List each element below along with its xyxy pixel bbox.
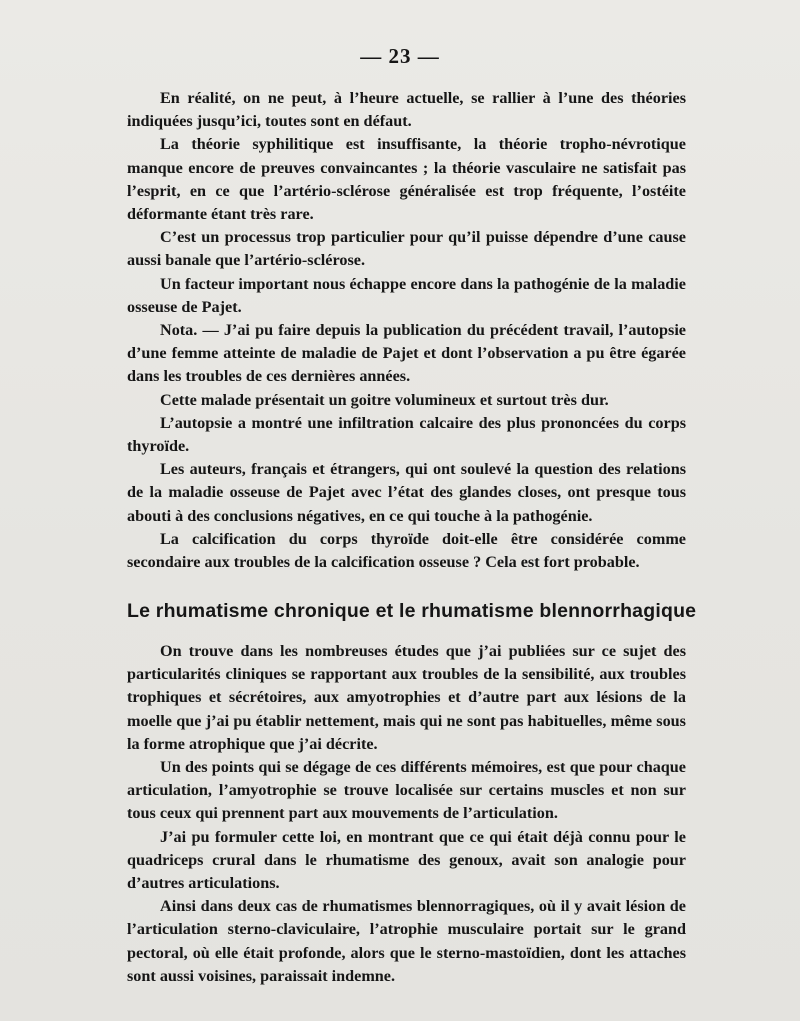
paragraph: En réalité, on ne peut, à l’heure actuelle, se rallier à l’une des théories indiquées jusqu’ici, toutes sont en défaut.	[127, 89, 686, 131]
paragraph: L’autopsie a montré une infiltration calcaire des plus prononcées du corps thyroïde.	[127, 413, 686, 456]
page-number: — 23 —	[360, 44, 440, 68]
paragraph: Un des points qui se dégage de ces différents mémoires, est que pour chaque articulation, l’amyotrophie se trouve localisée sur certains muscles et non sur tous ceux qui prennent part aux mouvements de l’articulation.	[127, 758, 686, 823]
paragraph: On trouve dans les nombreuses études que j’ai publiées sur ce sujet des particularités cliniques se rapportant aux troubles de la sensibilité, aux troubles trophiques et sécrétoires, aux amyotrophies et d’autre part aux lésions de la moelle que j’ai pu établir nettement, mais qui ne sont pas habituelles, même sous la forme atrophique que j’ai décrite.	[127, 642, 686, 753]
paragraph: C’est un processus trop particulier pour qu’il puisse dépendre d’une cause aussi banale que l’artério-sclérose.	[127, 228, 686, 270]
top-text-block	[127, 87, 686, 574]
paragraph: Cette malade présentait un goitre volumineux et surtout très dur.	[160, 390, 609, 409]
paragraph: Un facteur important nous échappe encore dans la pathogénie de la maladie osseuse de Pajet.	[127, 274, 686, 316]
section-heading: Le rhumatisme chronique et le rhumatisme blennorrhagique	[127, 600, 697, 622]
paragraph: Ainsi dans deux cas de rhumatismes blennorragiques, où il y avait lésion de l’articulation sterno-claviculaire, l’atrophie musculaire portait sur le grand pectoral, où elle était profonde, alors que le sterno-mastoïdien, dont les attaches sont aussi voisines, paraissait indemne.	[127, 897, 686, 985]
paragraph: La théorie syphilitique est insuffisante, la théorie tropho-névrotique manque encore de preuves convaincantes ; la théorie vasculaire ne satisfait pas l’esprit, en ce que l’artério-sclérose généralisée est trop fréquente, l’ostéite déformante étant très rare.	[127, 135, 686, 224]
paragraph: J’ai pu formuler cette loi, en montrant que ce qui était déjà connu pour le quadriceps crural dans le rhumatisme des genoux, avait son analogie pour d’autres articulations.	[127, 827, 686, 893]
paragraph: Les auteurs, français et étrangers, qui ont soulevé la question des relations de la maladie osseuse de Pajet avec l’état des glandes closes, ont presque tous abouti à des conclusions négatives, en ce qui touche à la pathogénie.	[127, 460, 686, 525]
paragraph: La calcification du corps thyroïde doit-elle être considérée comme secondaire aux troubles de la calcification osseuse ? Cela est fort probable.	[127, 529, 686, 572]
section-text-block	[127, 640, 686, 988]
paragraph: Nota. — J’ai pu faire depuis la publication du précédent travail, l’autopsie d’une femme atteinte de maladie de Pajet et dont l’observation a pu être égarée dans les troubles de ces dernières années.	[127, 321, 686, 386]
